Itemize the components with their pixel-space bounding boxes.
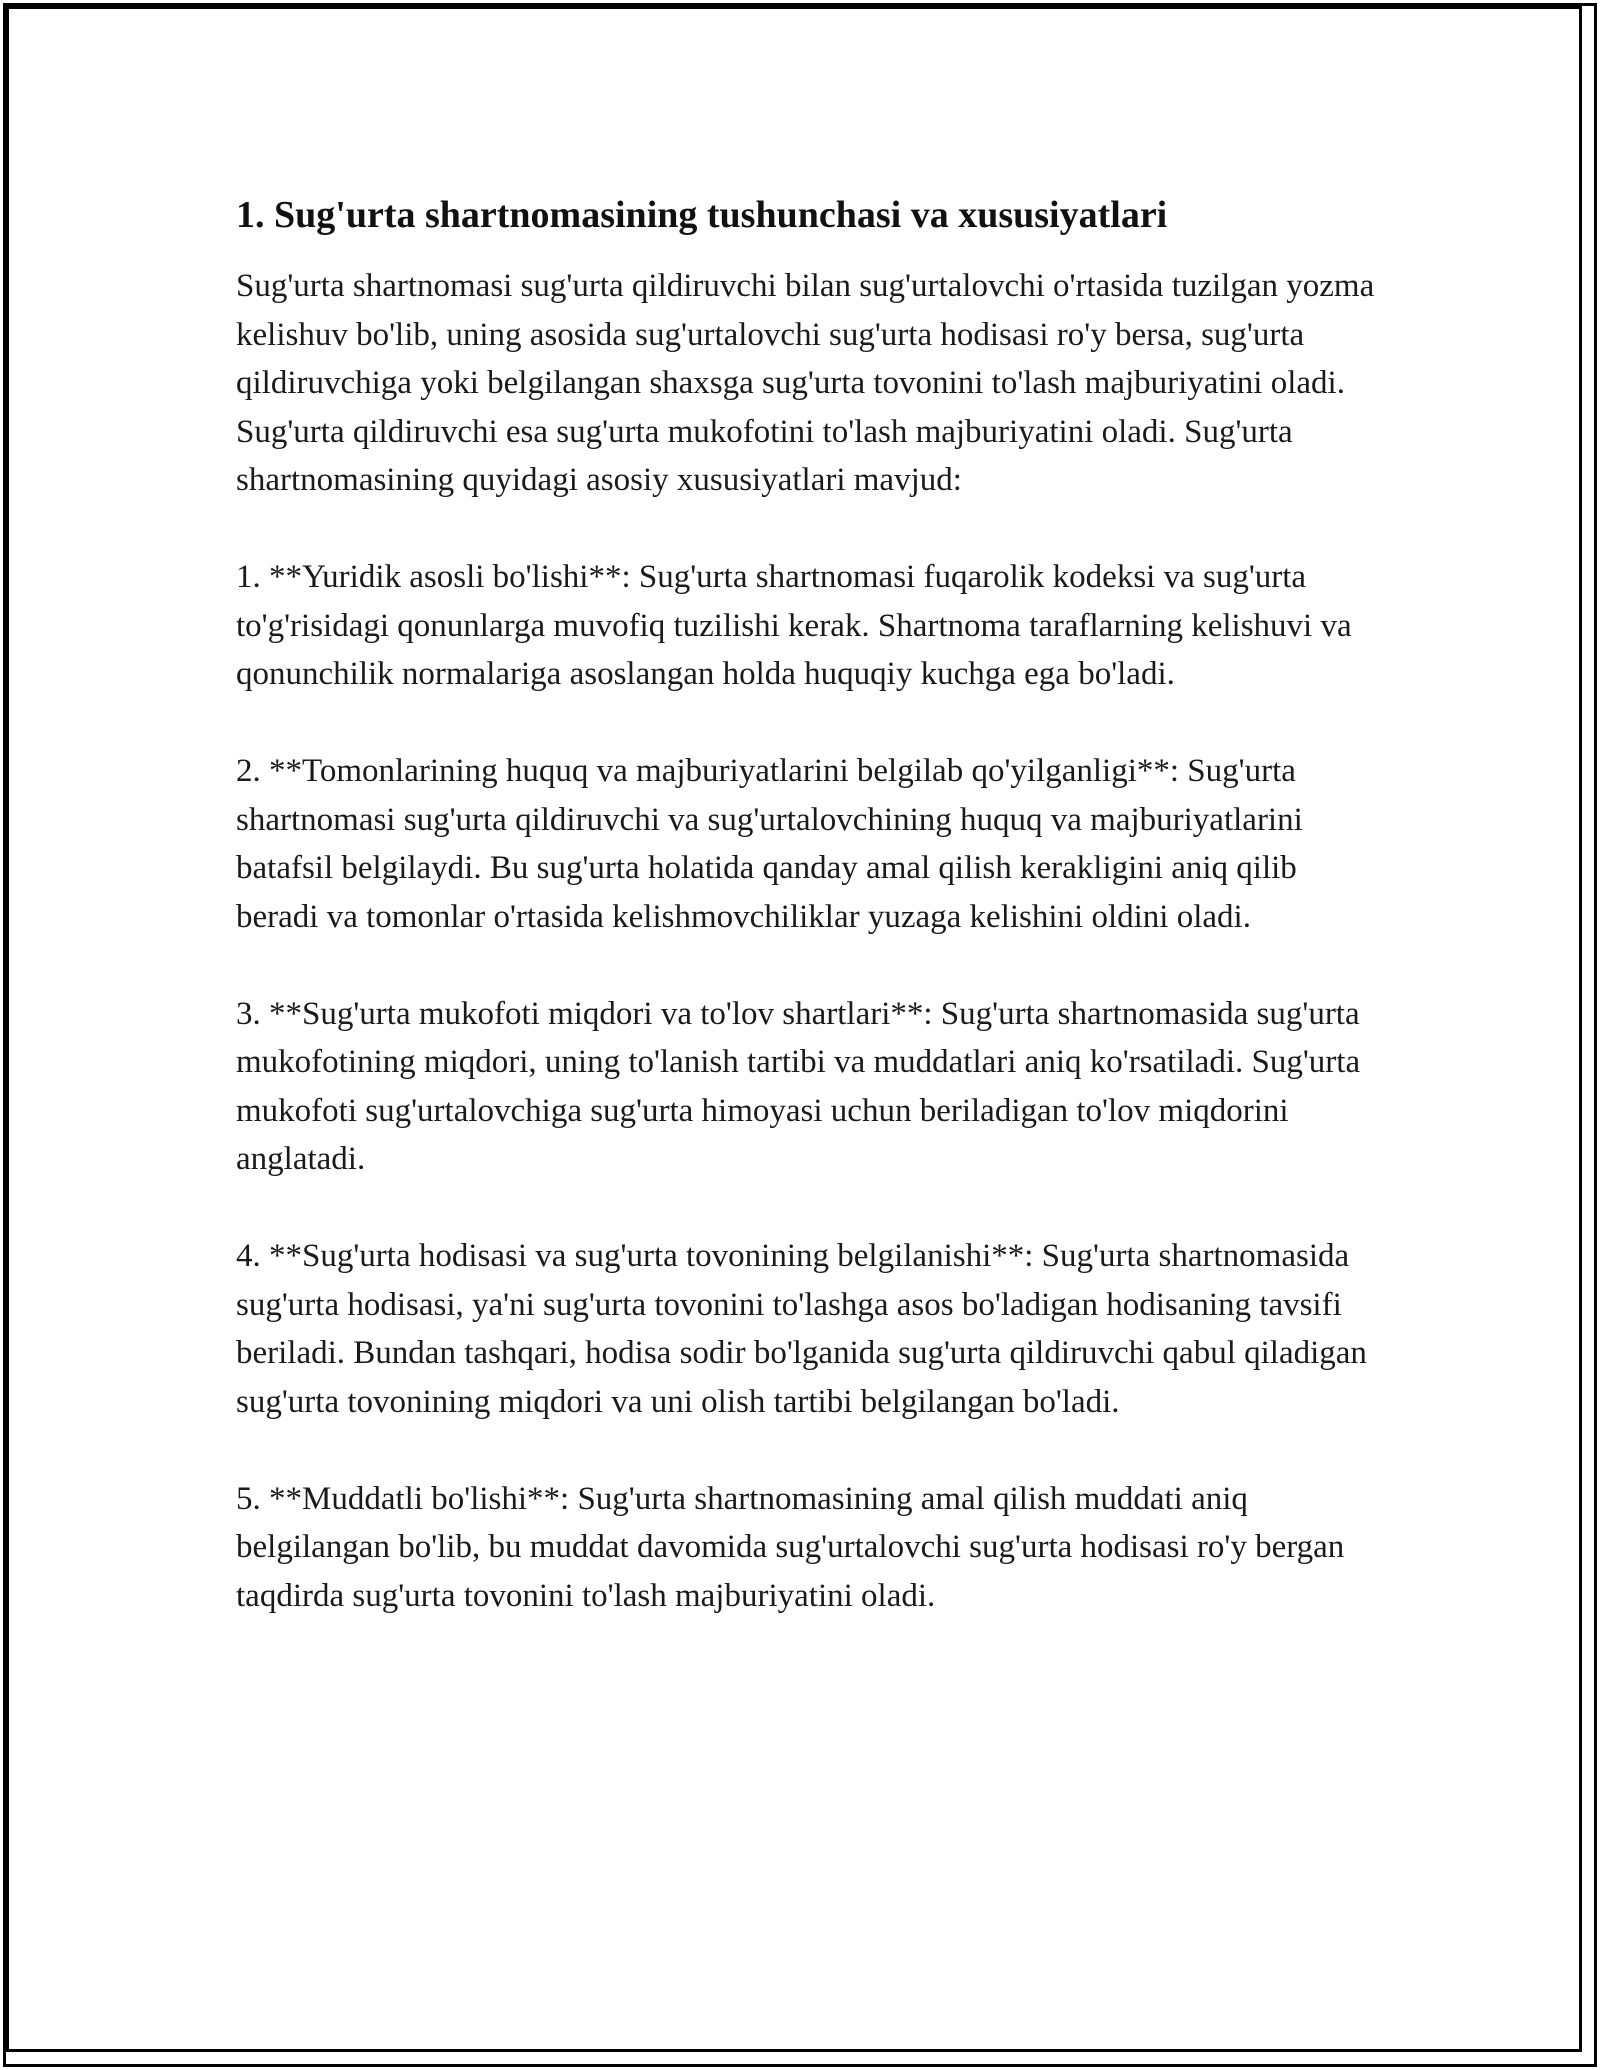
intro-paragraph: Sug'urta shartnomasi sug'urta qildiruvchi bilan sug'urtalovchi o'rtasida tuzilgan yozma kelishuv bo'lib, uning asosida sug'urtalovchi sug'urta hodisasi ro'y bersa, sug'urta qildiruvchiga yoki belgilangan shaxsga sug'urta tovonini to'lash majburiyatini oladi. Sug'urta qildiruvchi esa sug'urta mukofotini to'lash majburiyatini oladi. Sug'urta shartnomasining quyidagi asosiy xususiyatlari mavjud: [236, 268, 1375, 498]
section-heading: 1. Sug'urta shartnomasining tushunchasi va xususiyatlari [236, 194, 1168, 236]
list-item: 4. **Sug'urta hodisasi va sug'urta tovonining belgilanishi**: Sug'urta shartnomasida sug'urta hodisasi, ya'ni sug'urta tovonini to'lashga asos bo'ladigan hodisaning tavsifi beriladi. Bundan tashqari, hodisa sodir bo'lganida sug'urta qildiruvchi qabul qiladigan sug'urta tovonining miqdori va uni olish tartibi belgilangan bo'ladi. [236, 1238, 1367, 1420]
list-item: 3. **Sug'urta mukofoti miqdori va to'lov shartlari**: Sug'urta shartnomasida sug'urta mukofotining miqdori, uning to'lanish tartibi va muddatlari aniq ko'rsatiladi. Sug'urta mukofoti sug'urtalovchiga sug'urta himoyasi uchun beriladigan to'lov miqdorini anglatadi. [236, 995, 1361, 1177]
document-body [236, 188, 1376, 1669]
list-item: 5. **Muddatli bo'lishi**: Sug'urta shartnomasining amal qilish muddati aniq belgilangan bo'lib, bu muddat davomida sug'urtalovchi sug'urta hodisasi ro'y bergan taqdirda sug'urta tovonini to'lash majburiyatini oladi. [236, 1480, 1345, 1614]
list-item: 1. **Yuridik asosli bo'lishi**: Sug'urta shartnomasi fuqarolik kodeksi va sug'urta to'g'risidagi qonunlarga muvofiq tuzilishi kerak. Shartnoma taraflarning kelishuvi va qonunchilik normalariga asoslangan holda huquqiy kuchga ega bo'ladi. [236, 559, 1352, 692]
list-item: 2. **Tomonlarining huquq va majburiyatlarini belgilab qo'yilganligi**: Sug'urta shartnomasi sug'urta qildiruvchi va sug'urtalovchining huquq va majburiyatlarini batafsil belgilaydi. Bu sug'urta holatida qanday amal qilish kerakligini aniq qilib beradi va tomonlar o'rtasida kelishmovchiliklar yuzaga kelishini oldini oladi. [236, 753, 1303, 935]
